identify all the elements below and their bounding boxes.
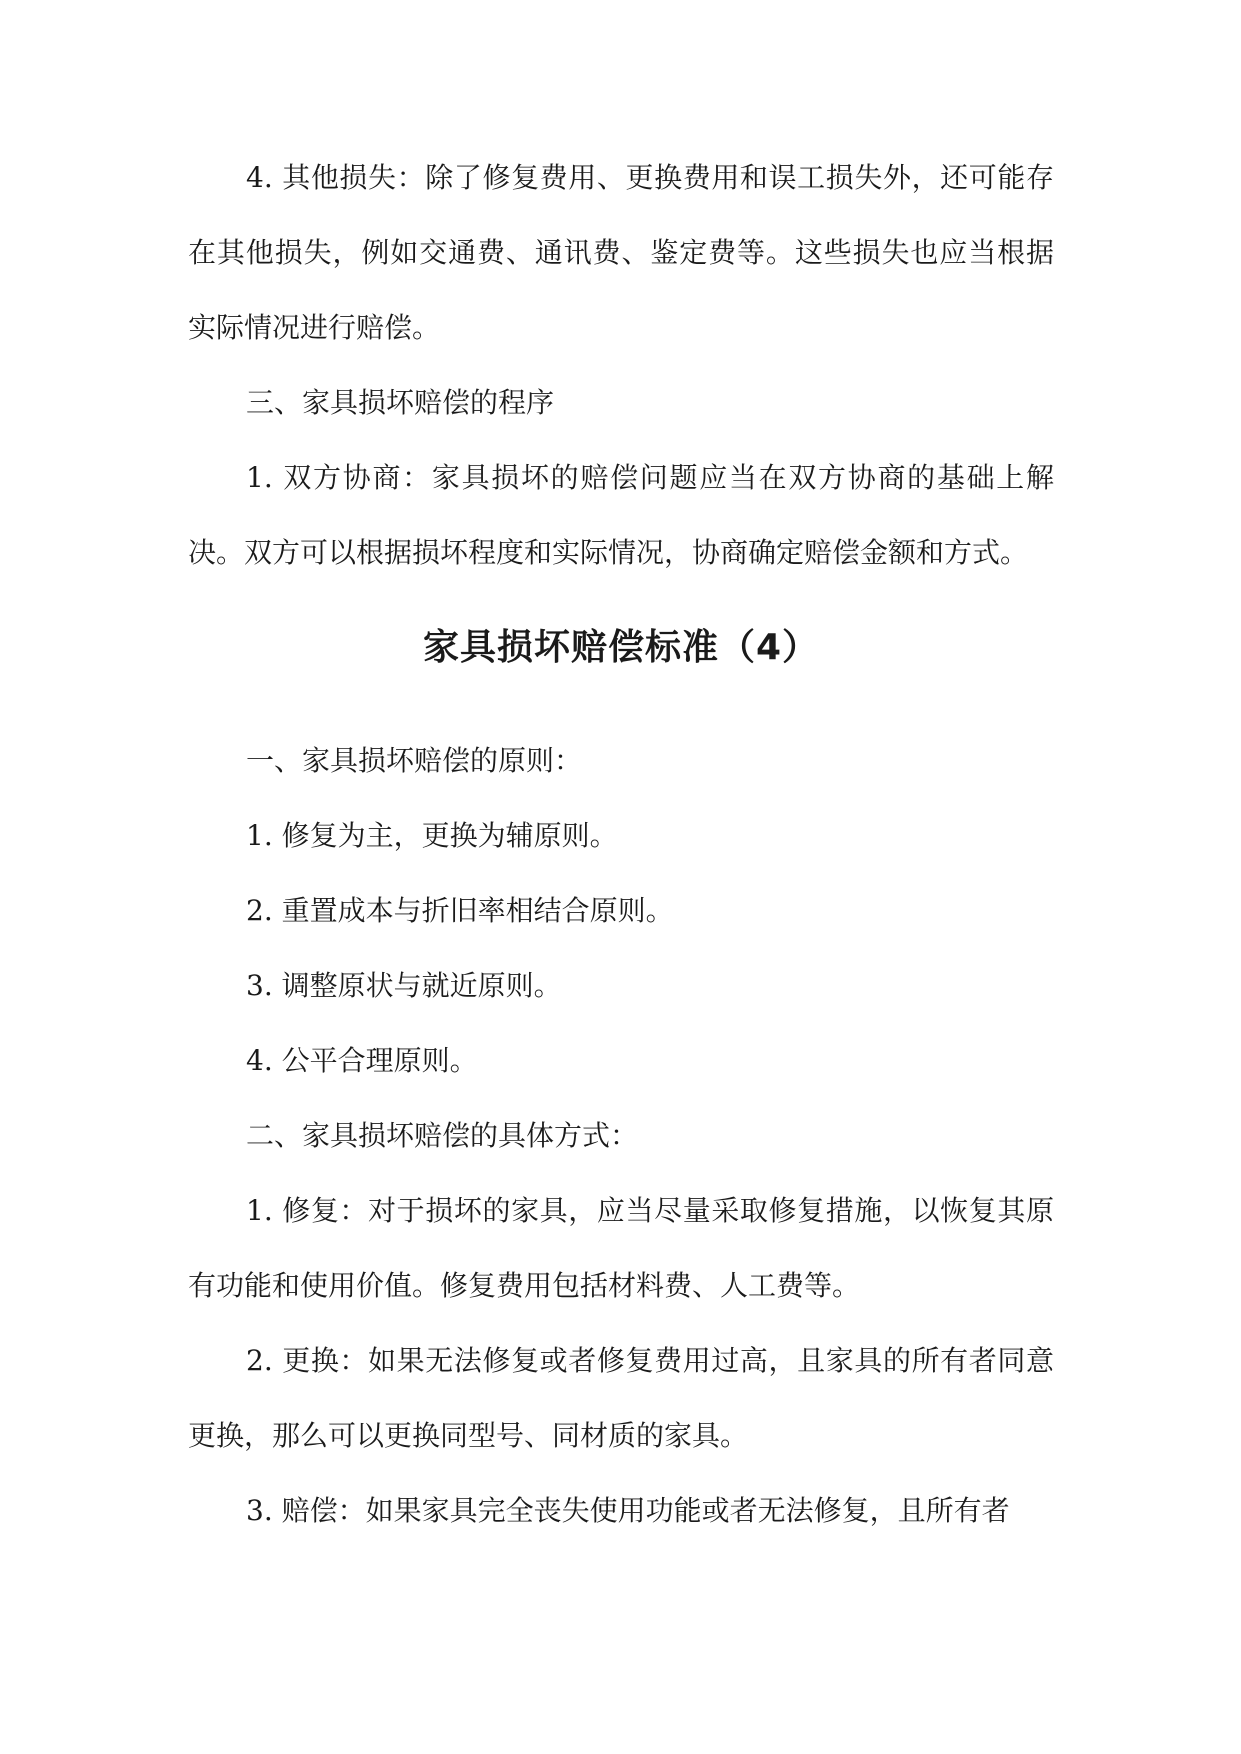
paragraph-methods-heading: 二、家具损坏赔偿的具体方式：	[246, 1119, 639, 1152]
paragraph-method-repair: 1. 修复：对于损坏的家具，应当尽量采取修复措施，以恢复其原有功能和使用价值。修复费用包括材料费、人工费等。	[188, 1194, 1054, 1302]
paragraph-principle-3: 3. 调整原状与就近原则。	[246, 969, 562, 1002]
paragraph-method-compensate: 3. 赔偿：如果家具完全丧失使用功能或者无法修复，且所有者	[246, 1494, 1010, 1527]
paragraph-method-replace: 2. 更换：如果无法修复或者修复费用过高，且家具的所有者同意更换，那么可以更换同型号、同材质的家具。	[188, 1344, 1054, 1452]
paragraph-principles-heading: 一、家具损坏赔偿的原则：	[246, 744, 583, 777]
paragraph-principle-1: 1. 修复为主，更换为辅原则。	[246, 819, 618, 852]
document-body	[188, 140, 1054, 1548]
section-title: 家具损坏赔偿标准（4）	[422, 627, 820, 668]
paragraph-principle-2: 2. 重置成本与折旧率相结合原则。	[246, 894, 674, 927]
paragraph-other-losses: 4. 其他损失：除了修复费用、更换费用和误工损失外，还可能存在其他损失，例如交通费、通讯费、鉴定费等。这些损失也应当根据实际情况进行赔偿。	[188, 161, 1054, 344]
paragraph-negotiation: 1. 双方协商：家具损坏的赔偿问题应当在双方协商的基础上解决。双方可以根据损坏程度和实际情况，协商确定赔偿金额和方式。	[188, 461, 1054, 569]
paragraph-procedure-heading: 三、家具损坏赔偿的程序	[246, 386, 555, 419]
paragraph-principle-4: 4. 公平合理原则。	[246, 1044, 478, 1077]
